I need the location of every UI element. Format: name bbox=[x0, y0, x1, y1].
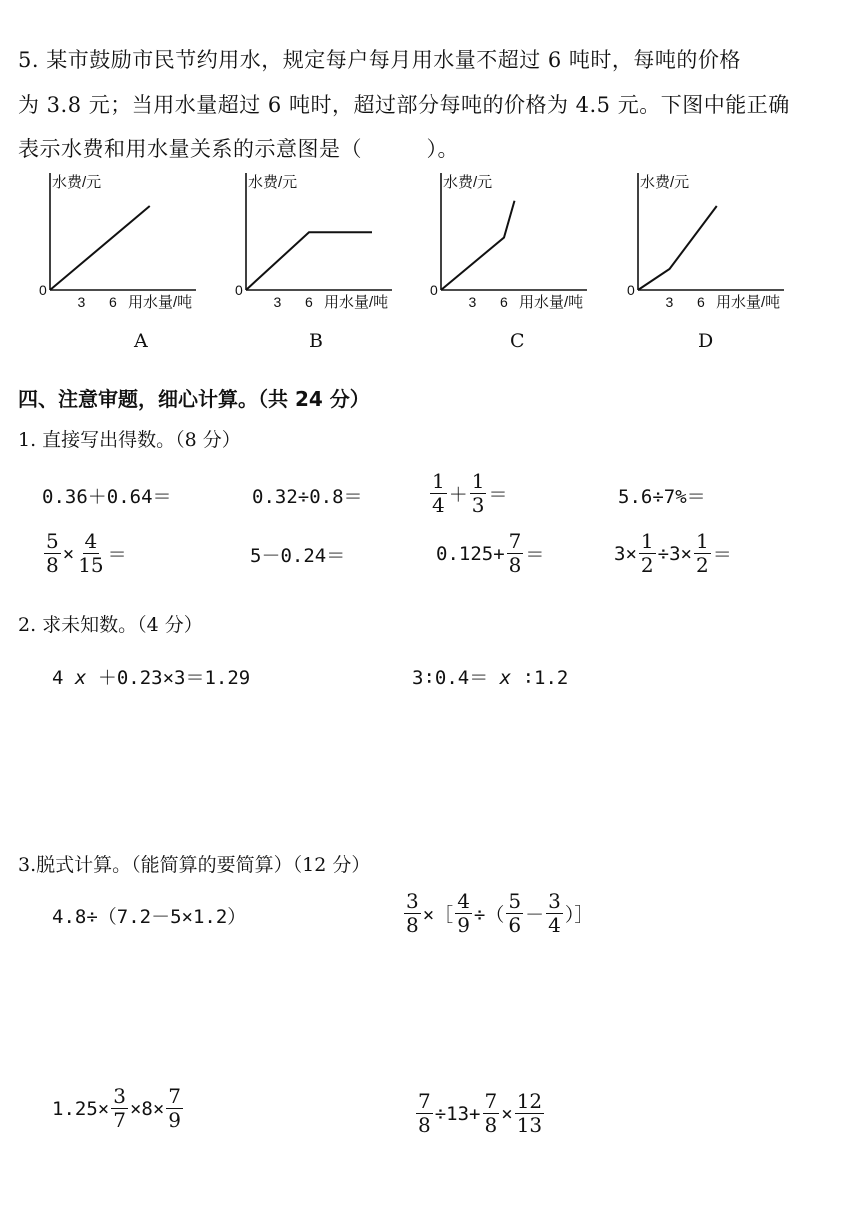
equation-2: 3∶0.4＝ x ∶1.2 bbox=[412, 667, 569, 689]
part3-title: 3.脱式计算。（能简算的要简算）（12 分） bbox=[18, 854, 371, 876]
x-tick-label: 3 bbox=[77, 294, 86, 310]
x-tick-label: 6 bbox=[697, 294, 705, 310]
fraction: $\frac{1}{2}$ bbox=[640, 529, 654, 577]
y-axis-label: 水费/元 bbox=[248, 174, 298, 191]
option-a-label: A bbox=[134, 330, 148, 352]
x-axis-label: 用水量/吨 bbox=[324, 294, 389, 311]
fraction: $\frac{5}{6}$ bbox=[508, 889, 522, 937]
x-tick-label: 3 bbox=[665, 294, 674, 310]
calc-3: 1.25× $\frac{3}{7}$ ×8× $\frac{7}{9}$ bbox=[52, 1084, 181, 1132]
fraction: $\frac{3}{8}$ bbox=[406, 889, 419, 937]
x-tick-label: 6 bbox=[305, 294, 313, 310]
y-axis-label: 水费/元 bbox=[52, 174, 102, 191]
q5-line-3: 表示水费和用水量关系的示意图是（ ）。 bbox=[18, 137, 459, 161]
fraction: $\frac{1}{3}$ bbox=[471, 469, 485, 517]
origin-label: 0 bbox=[430, 282, 438, 298]
x-tick-label: 6 bbox=[500, 294, 508, 310]
section-4-heading: 四、注意审题，细心计算。（共 24 分） bbox=[18, 387, 370, 411]
expr-7: 0.125+ $\frac{7}{8}$ ＝ bbox=[436, 529, 545, 577]
fraction: $\frac{3}{4}$ bbox=[548, 889, 561, 937]
origin-label: 0 bbox=[39, 282, 47, 298]
option-c-label: C bbox=[510, 330, 525, 352]
expr-4: 5.6÷7%＝ bbox=[618, 486, 706, 508]
expr-6: 5－0.24＝ bbox=[250, 545, 346, 567]
part2-title: 2. 求未知数。（4 分） bbox=[18, 614, 203, 636]
x-axis-label: 用水量/吨 bbox=[519, 294, 584, 311]
calc-1: 4.8÷（7.2－5×1.2） bbox=[52, 906, 247, 928]
expr-3: $\frac{1}{4}$ ＋ $\frac{1}{3}$ ＝ bbox=[432, 469, 508, 517]
calc-4: $\frac{7}{8}$ ÷13+ $\frac{7}{8}$ × $\frac{12}{13}$ bbox=[418, 1089, 543, 1137]
expr-1: 0.36＋0.64＝ bbox=[42, 486, 172, 508]
x-tick-label: 3 bbox=[468, 294, 477, 310]
fraction: $\frac{7}{8}$ bbox=[508, 529, 522, 577]
series-line bbox=[638, 206, 717, 290]
fraction: $\frac{7}{9}$ bbox=[168, 1084, 181, 1132]
fraction: $\frac{7}{8}$ bbox=[418, 1089, 431, 1137]
fraction: $\frac{3}{7}$ bbox=[113, 1084, 126, 1132]
q5-charts bbox=[0, 165, 860, 360]
fraction: $\frac{1}{4}$ bbox=[432, 469, 445, 517]
x-axis-label: 用水量/吨 bbox=[716, 294, 781, 311]
calc-2: $\frac{3}{8}$ ×［ $\frac{4}{9}$ ÷（ $\frac{5}{6}$ － $\frac{3}{4}$ ）］ bbox=[406, 889, 594, 937]
x-tick-label: 3 bbox=[273, 294, 282, 310]
q5-line-2: 为 3.8 元；当用水量超过 6 吨时，超过部分每吨的价格为 4.5 元。下图中能正确 bbox=[18, 93, 790, 117]
x-tick-label: 6 bbox=[109, 294, 117, 310]
y-axis-label: 水费/元 bbox=[443, 174, 493, 191]
series-line bbox=[50, 206, 150, 290]
q5-line-1: 5. 某市鼓励市民节约用水，规定每户每月用水量不超过 6 吨时，每吨的价格 bbox=[18, 48, 741, 72]
expr-2: 0.32÷0.8＝ bbox=[252, 486, 363, 508]
origin-label: 0 bbox=[235, 282, 243, 298]
option-b-label: B bbox=[309, 330, 323, 352]
y-axis-label: 水费/元 bbox=[640, 174, 690, 191]
fraction: $\frac{5}{8}$ bbox=[46, 529, 59, 577]
part1-title: 1. 直接写出得数。（8 分） bbox=[18, 429, 241, 451]
series-line bbox=[441, 201, 515, 290]
expr-8: 3× $\frac{1}{2}$ ÷3× $\frac{1}{2}$ ＝ bbox=[614, 529, 732, 577]
fraction: $\frac{1}{2}$ bbox=[695, 529, 709, 577]
series-line bbox=[246, 232, 372, 290]
fraction: $\frac{4}{15}$ bbox=[78, 529, 104, 577]
x-axis-label: 用水量/吨 bbox=[128, 294, 193, 311]
fraction: $\frac{7}{8}$ bbox=[484, 1089, 498, 1137]
fraction: $\frac{4}{9}$ bbox=[457, 889, 470, 937]
expr-5: $\frac{5}{8}$ × $\frac{4}{15}$ ＝ bbox=[46, 529, 127, 577]
equation-1: 4 x ＋0.23×3＝1.29 bbox=[52, 667, 251, 689]
origin-label: 0 bbox=[627, 282, 635, 298]
option-d-label: D bbox=[698, 330, 714, 352]
fraction: $\frac{12}{13}$ bbox=[516, 1089, 543, 1137]
